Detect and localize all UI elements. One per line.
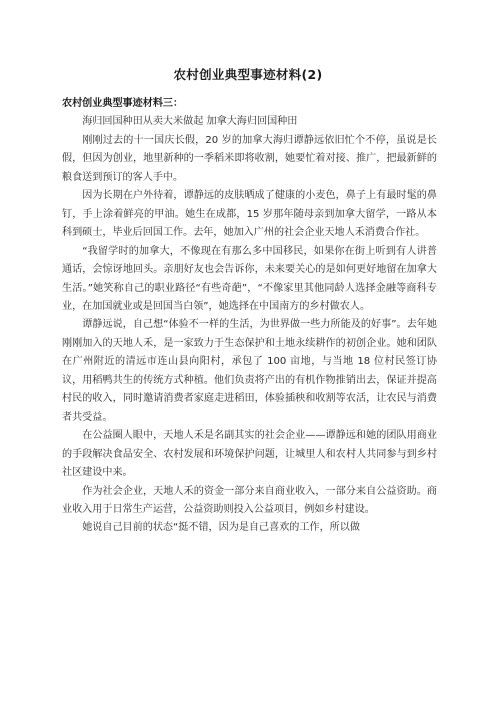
- paragraph-subtitle: 海归回国种田从卖大米做起 加拿大海归回国种田: [82, 116, 298, 128]
- document-body: [62, 95, 437, 538]
- paragraph: 她说自己目前的状态“挺不错，因为是自己喜欢的工作，所以做: [82, 522, 360, 534]
- paragraph: “我留学时的加拿大，不像现在有那么多中国移民，如果你在街上听到有人讲普通话，会惊讶地回头。亲朋好友也会告诉你，未来要关心的是如何更好地留在加拿大生活。”她笑称自己的职业路径“有些奇葩”，“不像家里其他同龄人选择金融等商科专业，在加国就业或是回国当白领”，她选择在中国南方的乡村做农人。: [62, 245, 437, 312]
- document-title: 农村创业典型事迹材料(2): [173, 67, 323, 82]
- paragraph: 刚刚过去的十一国庆长假，20 岁的加拿大海归谭静远依旧忙个不停，虽说是长假，但因为创业，地里新种的一季稻米即将收割，她要忙着对接、推广，把最新鲜的粮食送到预订的客人手中。: [62, 134, 437, 183]
- section-heading: 农村创业典型事迹材料三：: [62, 98, 184, 109]
- paragraph: 在公益圈人眼中，天地人禾是名副其实的社会企业——谭静远和她的团队用商业的手段解决食品安全、农村发展和环境保护问题，让城里人和农村人共同参与到乡村社区建设中来。: [62, 430, 437, 479]
- paragraph: 因为长期在户外待着，谭静远的皮肤晒成了健康的小麦色，鼻子上有最时髦的鼻钉，手上涂着鲜亮的甲油。她生在成都，15 岁那年随母亲到加拿大留学，一路从本科到硕士，毕业后回国工作。去年，她加入广州的社会企业天地人禾消费合作社。: [62, 190, 437, 239]
- paragraph: 谭静远说，自己想“体验不一样的生活，为世界做一些力所能及的好事”。去年她刚刚加入的天地人禾，是一家致力于生态保护和土地永续耕作的初创企业。她和团队在广州附近的清远市连山县向阳村，承包了 100 亩地，与当地 18 位村民签订协议，用稻鸭共生的传统方式种植。他们负责将产出的有机作物推销出去，保证并提高村民的收入，同时邀请消费者家庭走进稻田，体验插秧和收割等农活，让农民与消费者共受益。: [62, 319, 437, 423]
- paragraph: 作为社会企业，天地人禾的资金一部分来自商业收入，一部分来自公益资助。商业收入用于日常生产运营，公益资助则投入公益项目，例如乡村建设。: [62, 485, 437, 515]
